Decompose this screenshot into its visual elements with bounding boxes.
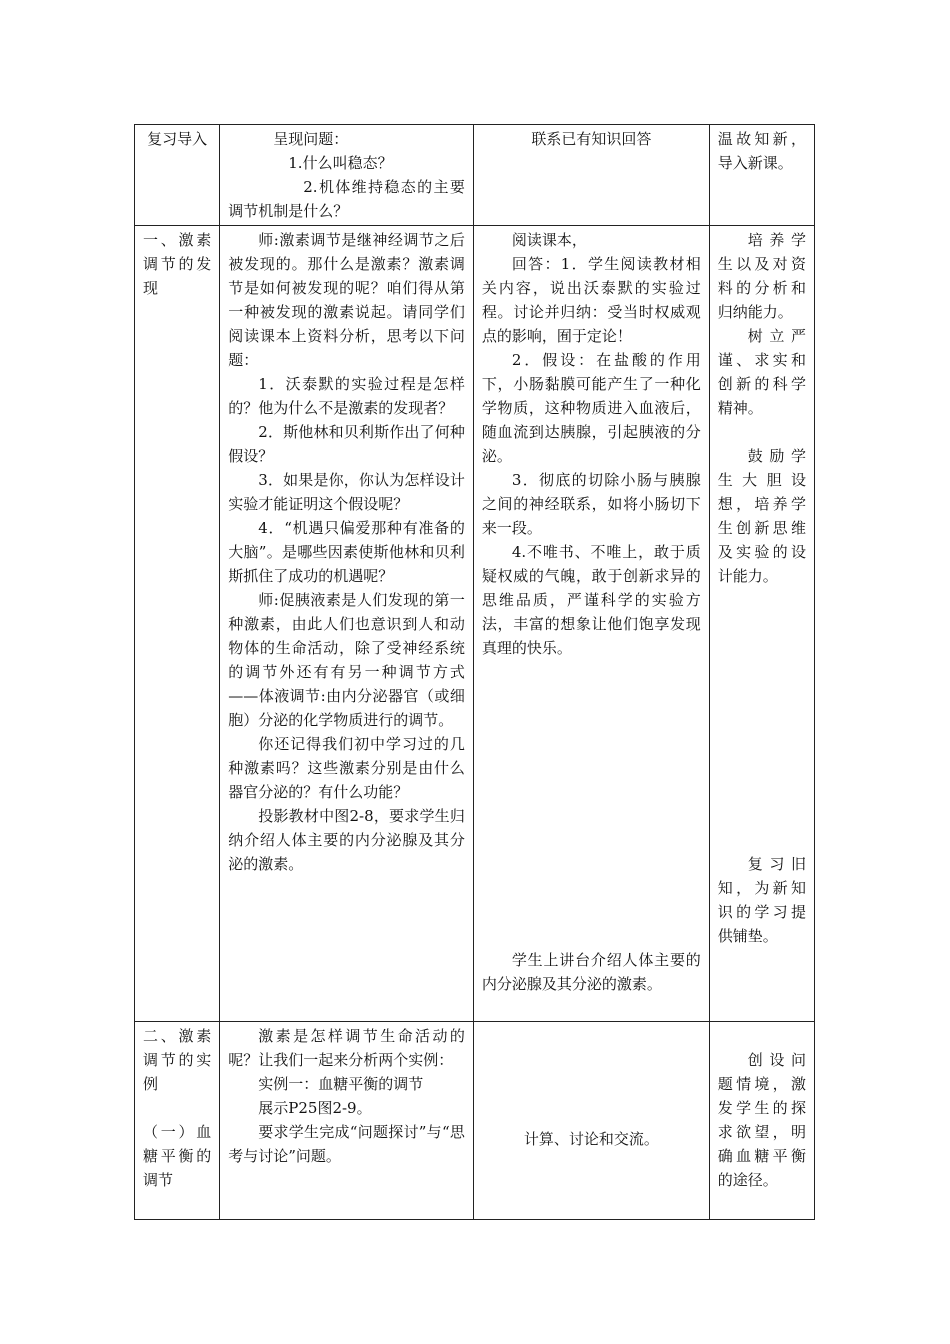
teacher-text: 1．沃泰默的实验过程是怎样的？他为什么不是激素的发现者？ xyxy=(228,375,465,417)
teacher-text: 激素是怎样调节生命活动的呢？让我们一起来分析两个实例： xyxy=(228,1027,465,1069)
student-text: 回答：1．学生阅读教材相关内容，说出沃泰默的实验过程。讨论并归纳：受当时权威观点的影响，囿于定论！ xyxy=(481,255,701,345)
teacher-text: 你还记得我们初中学习过的几种激素吗？这些激素分别是由什么器官分泌的？有什么功能？ xyxy=(228,735,465,801)
intent-cell xyxy=(709,226,814,1022)
teacher-cell xyxy=(220,1022,474,1220)
teacher-text: 呈现问题： xyxy=(273,130,349,148)
teacher-cell xyxy=(220,226,474,1022)
student-text: 学生上讲台介绍人体主要的内分泌腺及其分泌的激素。 xyxy=(481,951,701,993)
teacher-text: 2．斯他林和贝利斯作出了何种假设？ xyxy=(228,423,465,465)
teacher-text: 4．“机遇只偏爱那种有准备的大脑”。是哪些因素使斯他林和贝利斯抓住了成功的机遇呢？ xyxy=(228,519,465,585)
teacher-text: 投影教材中图2-8，要求学生归纳介绍人体主要的内分泌腺及其分泌的激素。 xyxy=(228,807,465,873)
teacher-text: 师:激素调节是继神经调节之后被发现的。那什么是激素？激素调节是如何被发现的呢？咱们得从第一种被发现的激素说起。请同学们阅读课本上资料分析，思考以下问题： xyxy=(228,231,465,369)
student-text: 联系已有知识回答 xyxy=(531,130,652,148)
teacher-text: 1.什么叫稳态？ xyxy=(288,154,393,172)
teacher-text: 2.机体维持稳态的主要调节机制是什么？ xyxy=(228,178,465,220)
intent-text: 树立严谨、求实和创新的科学精神。 xyxy=(717,327,806,417)
stage-text: 复习导入 xyxy=(147,130,208,148)
stage-cell xyxy=(135,226,220,1022)
intent-text: 创设问题情境，激发学生的探求欲望，明确血糖平衡的途径。 xyxy=(717,1051,806,1189)
student-cell xyxy=(473,1022,709,1220)
table-row xyxy=(135,125,815,226)
lesson-plan-table xyxy=(134,124,815,1220)
intent-text: 复习旧知，为新知识的学习提供铺垫。 xyxy=(717,855,806,945)
intent-text: 培养学生以及对资料的分析和归纳能力。 xyxy=(717,231,806,321)
teacher-text: 3．如果是你，你认为怎样设计实验才能证明这个假设呢？ xyxy=(228,471,465,513)
student-cell xyxy=(473,226,709,1022)
table-row xyxy=(135,1022,815,1220)
teacher-text: 实例一：血糖平衡的调节 xyxy=(258,1075,424,1093)
stage-cell xyxy=(135,125,220,226)
student-cell xyxy=(473,125,709,226)
stage-text: 二、激素调节的实例 xyxy=(143,1027,212,1093)
student-text: 4.不唯书、不唯上，敢于质疑权威的气魄，敢于创新求异的思维品质，严谨科学的实验方法，丰富的想象让他们饱享发现真理的快乐。 xyxy=(481,543,701,657)
stage-text: （一）血糖平衡的调节 xyxy=(143,1123,212,1189)
teacher-text: 展示P25图2-9。 xyxy=(258,1099,372,1117)
stage-cell xyxy=(135,1022,220,1220)
intent-cell xyxy=(709,125,814,226)
student-text: 阅读课本， xyxy=(511,231,587,249)
intent-text: 鼓励学生大胆设想，培养学生创新思维及实验的设计能力。 xyxy=(717,447,806,585)
teacher-cell xyxy=(220,125,474,226)
stage-text: 一、激素调节的发现 xyxy=(143,231,212,297)
teacher-text: 要求学生完成“问题探讨”与“思考与讨论”问题。 xyxy=(228,1123,465,1165)
student-text: 2．假设：在盐酸的作用下，小肠黏膜可能产生了一种化学物质，这种物质进入血液后，随血流到达胰腺，引起胰液的分泌。 xyxy=(481,351,701,465)
intent-cell xyxy=(709,1022,814,1220)
intent-text: 温故知新，导入新课。 xyxy=(717,130,806,172)
table-row xyxy=(135,226,815,1022)
teacher-text: 师:促胰液素是人们发现的第一种激素，由此人们也意识到人和动物体的生命活动，除了受神经系统的调节外还有有另一种调节方式——体液调节:由内分泌器官（或细胞）分泌的化学物质进行的调节。 xyxy=(228,591,465,729)
student-text: 计算、讨论和交流。 xyxy=(523,1129,659,1148)
student-text: 3．彻底的切除小肠与胰腺之间的神经联系，如将小肠切下来一段。 xyxy=(481,471,701,537)
